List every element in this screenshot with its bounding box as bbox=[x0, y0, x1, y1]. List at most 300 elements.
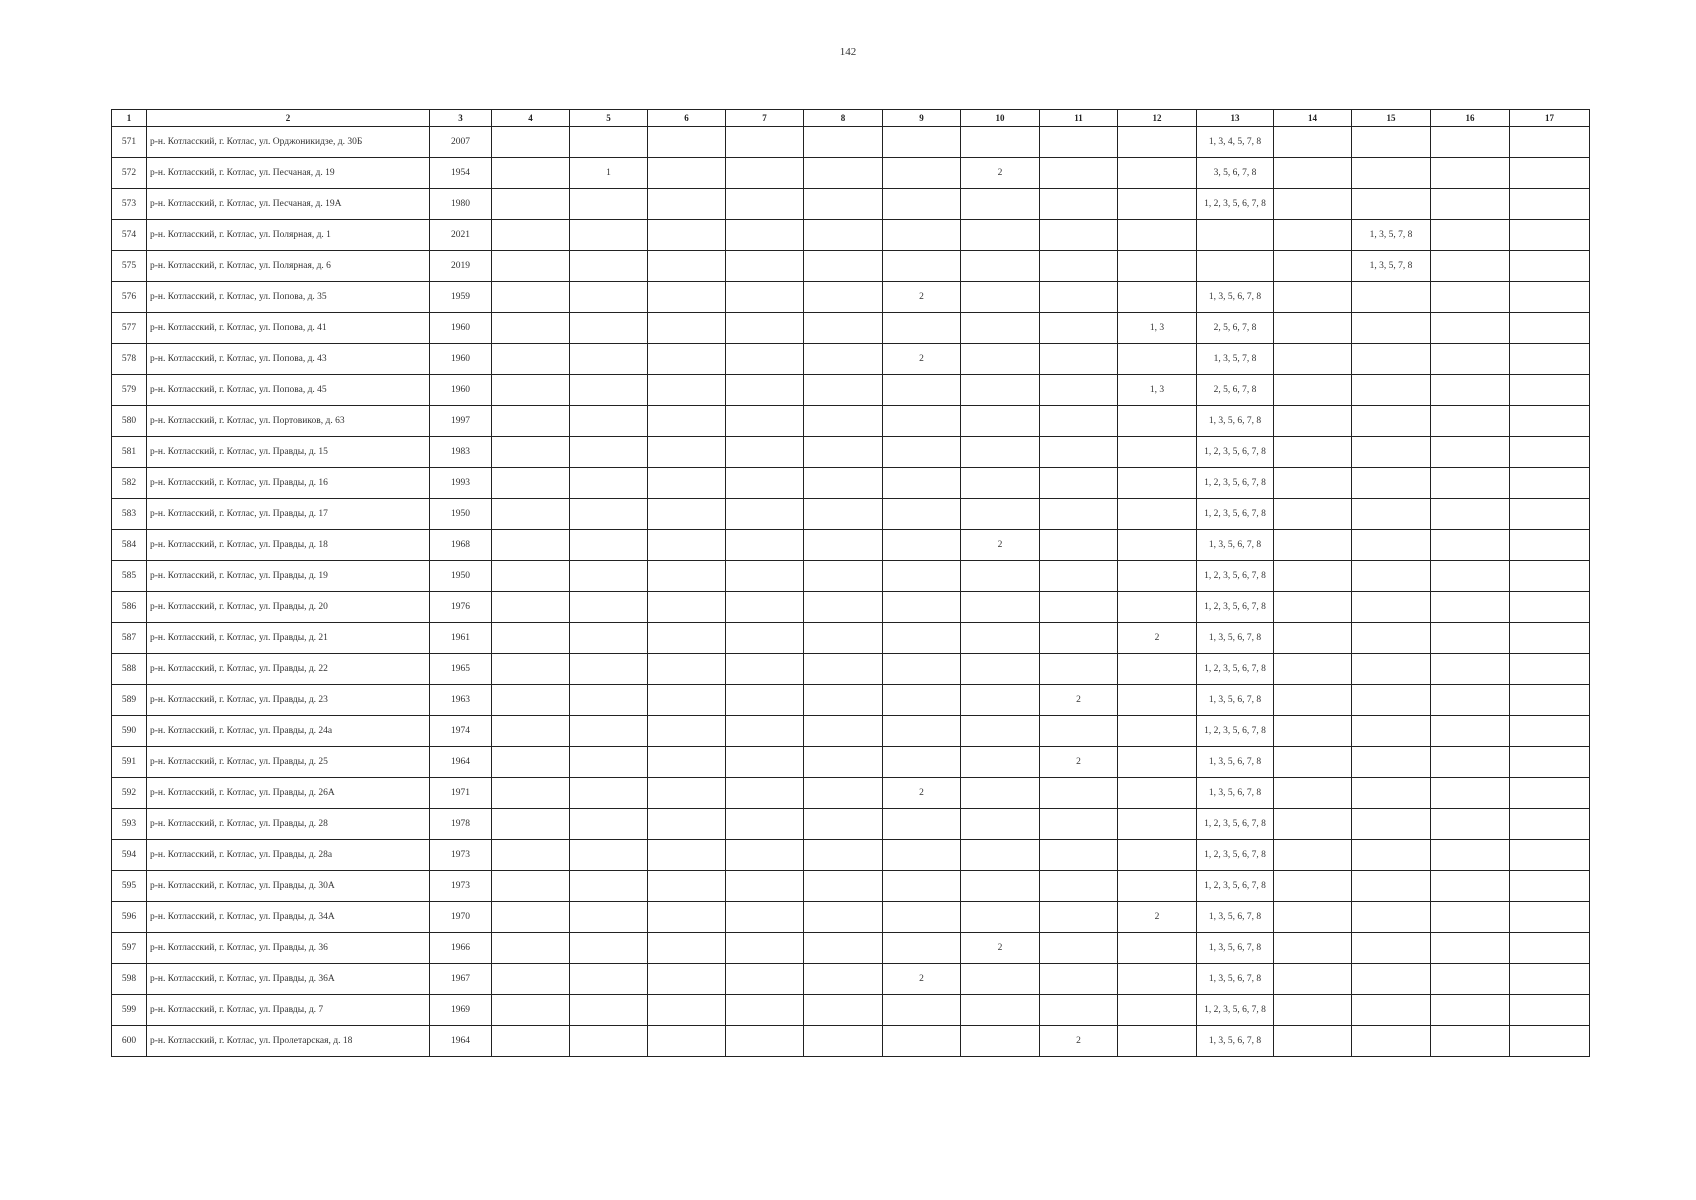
table-cell-col-1: 571 bbox=[112, 127, 147, 158]
table-cell-col-9 bbox=[883, 158, 961, 189]
table-cell-col-14 bbox=[1274, 995, 1352, 1026]
table-cell-col-5 bbox=[570, 1026, 648, 1057]
table-cell-col-16 bbox=[1431, 685, 1510, 716]
table-cell-col-1: 596 bbox=[112, 902, 147, 933]
table-cell-col-9 bbox=[883, 809, 961, 840]
table-cell-col-8 bbox=[804, 654, 883, 685]
column-header-2: 2 bbox=[147, 110, 430, 127]
table-cell-col-6 bbox=[648, 530, 726, 561]
table-cell-col-8 bbox=[804, 530, 883, 561]
table-cell-col-3: 2007 bbox=[430, 127, 492, 158]
table-cell-col-15 bbox=[1352, 964, 1431, 995]
table-cell-col-5 bbox=[570, 933, 648, 964]
table-cell-col-15 bbox=[1352, 282, 1431, 313]
table-cell-col-16 bbox=[1431, 282, 1510, 313]
table-cell-col-7 bbox=[726, 716, 804, 747]
table-cell-col-13: 1, 2, 3, 5, 6, 7, 8 bbox=[1197, 499, 1274, 530]
table-cell-col-2: р-н. Котласский, г. Котлас, ул. Орджоникидзе, д. 30Б bbox=[147, 127, 430, 158]
table-cell-col-3: 1960 bbox=[430, 375, 492, 406]
table-cell-col-7 bbox=[726, 592, 804, 623]
table-cell-col-14 bbox=[1274, 282, 1352, 313]
table-cell-col-2: р-н. Котласский, г. Котлас, ул. Правды, д. 24а bbox=[147, 716, 430, 747]
table-cell-col-9 bbox=[883, 468, 961, 499]
table-cell-col-12 bbox=[1118, 1026, 1197, 1057]
table-cell-col-7 bbox=[726, 902, 804, 933]
table-cell-col-10 bbox=[961, 437, 1040, 468]
table-cell-col-12 bbox=[1118, 995, 1197, 1026]
table-cell-col-15 bbox=[1352, 499, 1431, 530]
table-cell-col-4 bbox=[492, 964, 570, 995]
table-cell-col-5 bbox=[570, 251, 648, 282]
table-cell-col-4 bbox=[492, 344, 570, 375]
table-cell-col-17 bbox=[1510, 902, 1590, 933]
table-cell-col-5 bbox=[570, 964, 648, 995]
table-cell-col-8 bbox=[804, 933, 883, 964]
table-cell-col-6 bbox=[648, 809, 726, 840]
table-cell-col-5 bbox=[570, 871, 648, 902]
table-row bbox=[112, 1026, 1590, 1057]
table-cell-col-1: 573 bbox=[112, 189, 147, 220]
table-cell-col-8 bbox=[804, 468, 883, 499]
table-cell-col-11 bbox=[1040, 592, 1118, 623]
table-cell-col-4 bbox=[492, 313, 570, 344]
table-cell-col-3: 1961 bbox=[430, 623, 492, 654]
table-cell-col-15 bbox=[1352, 840, 1431, 871]
table-cell-col-11 bbox=[1040, 623, 1118, 654]
table-cell-col-11 bbox=[1040, 251, 1118, 282]
table-cell-col-11 bbox=[1040, 344, 1118, 375]
table-cell-col-17 bbox=[1510, 220, 1590, 251]
table-cell-col-7 bbox=[726, 499, 804, 530]
table-cell-col-8 bbox=[804, 995, 883, 1026]
table-cell-col-11 bbox=[1040, 561, 1118, 592]
table-cell-col-7 bbox=[726, 158, 804, 189]
table-cell-col-3: 1966 bbox=[430, 933, 492, 964]
table-cell-col-10 bbox=[961, 499, 1040, 530]
table-cell-col-7 bbox=[726, 468, 804, 499]
table-cell-col-9 bbox=[883, 623, 961, 654]
table-cell-col-15 bbox=[1352, 530, 1431, 561]
table-cell-col-4 bbox=[492, 220, 570, 251]
table-cell-col-8 bbox=[804, 313, 883, 344]
table-cell-col-11 bbox=[1040, 933, 1118, 964]
table-cell-col-4 bbox=[492, 902, 570, 933]
table-cell-col-12 bbox=[1118, 747, 1197, 778]
table-cell-col-14 bbox=[1274, 344, 1352, 375]
table-cell-col-3: 1950 bbox=[430, 561, 492, 592]
table-cell-col-7 bbox=[726, 840, 804, 871]
table-cell-col-15 bbox=[1352, 127, 1431, 158]
table-cell-col-8 bbox=[804, 902, 883, 933]
table-cell-col-1: 580 bbox=[112, 406, 147, 437]
table-cell-col-16 bbox=[1431, 406, 1510, 437]
table-cell-col-1: 578 bbox=[112, 344, 147, 375]
table-cell-col-6 bbox=[648, 158, 726, 189]
table-cell-col-6 bbox=[648, 344, 726, 375]
table-cell-col-2: р-н. Котласский, г. Котлас, ул. Полярная, д. 6 bbox=[147, 251, 430, 282]
table-cell-col-14 bbox=[1274, 313, 1352, 344]
table-cell-col-4 bbox=[492, 747, 570, 778]
table-body bbox=[112, 127, 1590, 1057]
table-cell-col-13: 1, 2, 3, 5, 6, 7, 8 bbox=[1197, 871, 1274, 902]
table-row bbox=[112, 158, 1590, 189]
table-row bbox=[112, 127, 1590, 158]
table-cell-col-9 bbox=[883, 716, 961, 747]
table-cell-col-4 bbox=[492, 716, 570, 747]
table-cell-col-12 bbox=[1118, 685, 1197, 716]
table-cell-col-8 bbox=[804, 1026, 883, 1057]
table-cell-col-17 bbox=[1510, 499, 1590, 530]
table-cell-col-9 bbox=[883, 127, 961, 158]
table-cell-col-3: 1964 bbox=[430, 1026, 492, 1057]
table-cell-col-2: р-н. Котласский, г. Котлас, ул. Правды, д. 34А bbox=[147, 902, 430, 933]
table-cell-col-2: р-н. Котласский, г. Котлас, ул. Правды, д. 18 bbox=[147, 530, 430, 561]
table-cell-col-10: 2 bbox=[961, 530, 1040, 561]
table-cell-col-8 bbox=[804, 592, 883, 623]
table-cell-col-3: 1950 bbox=[430, 499, 492, 530]
table-cell-col-17 bbox=[1510, 437, 1590, 468]
column-header-7: 7 bbox=[726, 110, 804, 127]
table-cell-col-16 bbox=[1431, 313, 1510, 344]
table-cell-col-2: р-н. Котласский, г. Котлас, ул. Портовиков, д. 63 bbox=[147, 406, 430, 437]
table-cell-col-6 bbox=[648, 282, 726, 313]
column-header-5: 5 bbox=[570, 110, 648, 127]
table-cell-col-16 bbox=[1431, 778, 1510, 809]
table-cell-col-17 bbox=[1510, 654, 1590, 685]
table-cell-col-4 bbox=[492, 251, 570, 282]
table-cell-col-17 bbox=[1510, 375, 1590, 406]
table-cell-col-8 bbox=[804, 716, 883, 747]
table-cell-col-14 bbox=[1274, 406, 1352, 437]
table-cell-col-15 bbox=[1352, 468, 1431, 499]
table-cell-col-6 bbox=[648, 406, 726, 437]
table-cell-col-7 bbox=[726, 282, 804, 313]
table-cell-col-9 bbox=[883, 902, 961, 933]
table-cell-col-1: 585 bbox=[112, 561, 147, 592]
table-cell-col-6 bbox=[648, 220, 726, 251]
table-header-row bbox=[112, 110, 1590, 127]
table-cell-col-17 bbox=[1510, 530, 1590, 561]
table-cell-col-6 bbox=[648, 685, 726, 716]
table-cell-col-14 bbox=[1274, 220, 1352, 251]
table-cell-col-5 bbox=[570, 840, 648, 871]
table-cell-col-2: р-н. Котласский, г. Котлас, ул. Попова, д. 43 bbox=[147, 344, 430, 375]
table-cell-col-10 bbox=[961, 654, 1040, 685]
column-header-12: 12 bbox=[1118, 110, 1197, 127]
table-cell-col-14 bbox=[1274, 964, 1352, 995]
table-cell-col-3: 1973 bbox=[430, 871, 492, 902]
table-cell-col-1: 577 bbox=[112, 313, 147, 344]
table-cell-col-13: 1, 2, 3, 5, 6, 7, 8 bbox=[1197, 809, 1274, 840]
table-cell-col-6 bbox=[648, 1026, 726, 1057]
table-cell-col-7 bbox=[726, 375, 804, 406]
table-cell-col-13: 2, 5, 6, 7, 8 bbox=[1197, 313, 1274, 344]
table-row bbox=[112, 344, 1590, 375]
table-row bbox=[112, 375, 1590, 406]
table-cell-col-10: 2 bbox=[961, 933, 1040, 964]
table-cell-col-15 bbox=[1352, 654, 1431, 685]
column-header-13: 13 bbox=[1197, 110, 1274, 127]
table-cell-col-11 bbox=[1040, 282, 1118, 313]
table-cell-col-8 bbox=[804, 251, 883, 282]
table-cell-col-16 bbox=[1431, 158, 1510, 189]
table-cell-col-5 bbox=[570, 406, 648, 437]
table-cell-col-17 bbox=[1510, 964, 1590, 995]
table-cell-col-9: 2 bbox=[883, 344, 961, 375]
table-cell-col-8 bbox=[804, 685, 883, 716]
table-cell-col-15 bbox=[1352, 747, 1431, 778]
table-cell-col-1: 589 bbox=[112, 685, 147, 716]
table-cell-col-2: р-н. Котласский, г. Котлас, ул. Правды, д. 7 bbox=[147, 995, 430, 1026]
table-cell-col-14 bbox=[1274, 778, 1352, 809]
table-cell-col-14 bbox=[1274, 716, 1352, 747]
table-cell-col-1: 595 bbox=[112, 871, 147, 902]
table-cell-col-17 bbox=[1510, 313, 1590, 344]
table-row bbox=[112, 406, 1590, 437]
table-cell-col-5 bbox=[570, 654, 648, 685]
table-cell-col-3: 1978 bbox=[430, 809, 492, 840]
table-cell-col-1: 592 bbox=[112, 778, 147, 809]
table-cell-col-17 bbox=[1510, 809, 1590, 840]
table-cell-col-14 bbox=[1274, 468, 1352, 499]
table-cell-col-10 bbox=[961, 964, 1040, 995]
table-cell-col-14 bbox=[1274, 1026, 1352, 1057]
table-cell-col-4 bbox=[492, 654, 570, 685]
table-cell-col-12 bbox=[1118, 220, 1197, 251]
table-row bbox=[112, 933, 1590, 964]
table-cell-col-5: 1 bbox=[570, 158, 648, 189]
table-cell-col-8 bbox=[804, 840, 883, 871]
table-cell-col-12 bbox=[1118, 809, 1197, 840]
table-cell-col-1: 598 bbox=[112, 964, 147, 995]
table-cell-col-3: 1959 bbox=[430, 282, 492, 313]
table-cell-col-14 bbox=[1274, 654, 1352, 685]
table-cell-col-2: р-н. Котласский, г. Котлас, ул. Попова, д. 35 bbox=[147, 282, 430, 313]
table-cell-col-13: 1, 3, 5, 6, 7, 8 bbox=[1197, 282, 1274, 313]
table-cell-col-11 bbox=[1040, 902, 1118, 933]
table-cell-col-12: 2 bbox=[1118, 902, 1197, 933]
table-row bbox=[112, 282, 1590, 313]
table-cell-col-12 bbox=[1118, 964, 1197, 995]
table-cell-col-10 bbox=[961, 747, 1040, 778]
table-cell-col-3: 1964 bbox=[430, 747, 492, 778]
table-cell-col-14 bbox=[1274, 840, 1352, 871]
table-cell-col-16 bbox=[1431, 530, 1510, 561]
table-cell-col-7 bbox=[726, 654, 804, 685]
table-cell-col-7 bbox=[726, 995, 804, 1026]
table-cell-col-17 bbox=[1510, 561, 1590, 592]
table-cell-col-10 bbox=[961, 592, 1040, 623]
table-cell-col-13: 1, 2, 3, 5, 6, 7, 8 bbox=[1197, 995, 1274, 1026]
table-cell-col-12 bbox=[1118, 158, 1197, 189]
table-cell-col-6 bbox=[648, 499, 726, 530]
table-row bbox=[112, 437, 1590, 468]
table-cell-col-8 bbox=[804, 747, 883, 778]
table-cell-col-7 bbox=[726, 964, 804, 995]
table-cell-col-10 bbox=[961, 623, 1040, 654]
table-cell-col-14 bbox=[1274, 623, 1352, 654]
table-cell-col-15 bbox=[1352, 375, 1431, 406]
table-cell-col-14 bbox=[1274, 530, 1352, 561]
table-cell-col-1: 587 bbox=[112, 623, 147, 654]
table-cell-col-5 bbox=[570, 778, 648, 809]
table-cell-col-11 bbox=[1040, 375, 1118, 406]
table-cell-col-3: 1974 bbox=[430, 716, 492, 747]
table-cell-col-8 bbox=[804, 406, 883, 437]
table-cell-col-17 bbox=[1510, 623, 1590, 654]
table-cell-col-16 bbox=[1431, 933, 1510, 964]
column-header-6: 6 bbox=[648, 110, 726, 127]
table-cell-col-7 bbox=[726, 437, 804, 468]
table-cell-col-9 bbox=[883, 530, 961, 561]
table-cell-col-6 bbox=[648, 251, 726, 282]
table-cell-col-4 bbox=[492, 871, 570, 902]
table-cell-col-15 bbox=[1352, 406, 1431, 437]
table-cell-col-15 bbox=[1352, 933, 1431, 964]
table-cell-col-14 bbox=[1274, 871, 1352, 902]
table-cell-col-2: р-н. Котласский, г. Котлас, ул. Правды, д. 28 bbox=[147, 809, 430, 840]
table-cell-col-16 bbox=[1431, 251, 1510, 282]
table-cell-col-5 bbox=[570, 220, 648, 251]
table-cell-col-2: р-н. Котласский, г. Котлас, ул. Правды, д. 16 bbox=[147, 468, 430, 499]
table-cell-col-7 bbox=[726, 1026, 804, 1057]
table-cell-col-15 bbox=[1352, 1026, 1431, 1057]
table-row bbox=[112, 902, 1590, 933]
table-cell-col-3: 1971 bbox=[430, 778, 492, 809]
table-cell-col-1: 591 bbox=[112, 747, 147, 778]
table-cell-col-12 bbox=[1118, 127, 1197, 158]
table-cell-col-3: 1983 bbox=[430, 437, 492, 468]
table-cell-col-14 bbox=[1274, 902, 1352, 933]
table-cell-col-8 bbox=[804, 282, 883, 313]
table-cell-col-3: 1963 bbox=[430, 685, 492, 716]
table-cell-col-2: р-н. Котласский, г. Котлас, ул. Песчаная, д. 19 bbox=[147, 158, 430, 189]
table-cell-col-11 bbox=[1040, 127, 1118, 158]
table-cell-col-7 bbox=[726, 747, 804, 778]
table-cell-col-8 bbox=[804, 964, 883, 995]
table-cell-col-10 bbox=[961, 375, 1040, 406]
table-row bbox=[112, 220, 1590, 251]
table-cell-col-14 bbox=[1274, 189, 1352, 220]
table-cell-col-12 bbox=[1118, 282, 1197, 313]
table-cell-col-5 bbox=[570, 127, 648, 158]
table-cell-col-1: 584 bbox=[112, 530, 147, 561]
table-cell-col-13 bbox=[1197, 251, 1274, 282]
table-cell-col-7 bbox=[726, 344, 804, 375]
column-header-17: 17 bbox=[1510, 110, 1590, 127]
table-cell-col-17 bbox=[1510, 344, 1590, 375]
table-cell-col-6 bbox=[648, 716, 726, 747]
table-cell-col-12 bbox=[1118, 561, 1197, 592]
table-cell-col-6 bbox=[648, 468, 726, 499]
table-cell-col-13: 1, 3, 5, 6, 7, 8 bbox=[1197, 530, 1274, 561]
table-cell-col-13: 1, 2, 3, 5, 6, 7, 8 bbox=[1197, 592, 1274, 623]
table-cell-col-6 bbox=[648, 964, 726, 995]
table-cell-col-14 bbox=[1274, 747, 1352, 778]
table-cell-col-10 bbox=[961, 809, 1040, 840]
table-cell-col-2: р-н. Котласский, г. Котлас, ул. Правды, д. 20 bbox=[147, 592, 430, 623]
table-cell-col-17 bbox=[1510, 716, 1590, 747]
table-cell-col-17 bbox=[1510, 406, 1590, 437]
table-row bbox=[112, 251, 1590, 282]
table-cell-col-3: 1973 bbox=[430, 840, 492, 871]
table-cell-col-5 bbox=[570, 685, 648, 716]
table-cell-col-3: 1970 bbox=[430, 902, 492, 933]
table-cell-col-13: 1, 3, 4, 5, 7, 8 bbox=[1197, 127, 1274, 158]
table-cell-col-11 bbox=[1040, 158, 1118, 189]
table-cell-col-2: р-н. Котласский, г. Котлас, ул. Правды, д. 15 bbox=[147, 437, 430, 468]
table-cell-col-12 bbox=[1118, 716, 1197, 747]
table-cell-col-17 bbox=[1510, 840, 1590, 871]
table-row bbox=[112, 313, 1590, 344]
table-cell-col-13: 1, 2, 3, 5, 6, 7, 8 bbox=[1197, 716, 1274, 747]
table-cell-col-10: 2 bbox=[961, 158, 1040, 189]
table-cell-col-16 bbox=[1431, 809, 1510, 840]
table-cell-col-8 bbox=[804, 158, 883, 189]
table-cell-col-16 bbox=[1431, 964, 1510, 995]
table-cell-col-2: р-н. Котласский, г. Котлас, ул. Попова, д. 45 bbox=[147, 375, 430, 406]
table-cell-col-13 bbox=[1197, 220, 1274, 251]
table-cell-col-8 bbox=[804, 437, 883, 468]
table-cell-col-3: 1993 bbox=[430, 468, 492, 499]
table-cell-col-1: 588 bbox=[112, 654, 147, 685]
table-cell-col-15 bbox=[1352, 313, 1431, 344]
table-cell-col-17 bbox=[1510, 251, 1590, 282]
table-cell-col-3: 1969 bbox=[430, 995, 492, 1026]
table-cell-col-5 bbox=[570, 282, 648, 313]
table-cell-col-17 bbox=[1510, 282, 1590, 313]
table-cell-col-1: 600 bbox=[112, 1026, 147, 1057]
table-cell-col-16 bbox=[1431, 437, 1510, 468]
table-cell-col-6 bbox=[648, 840, 726, 871]
table-cell-col-3: 1954 bbox=[430, 158, 492, 189]
table-cell-col-9 bbox=[883, 313, 961, 344]
table-cell-col-13: 1, 3, 5, 6, 7, 8 bbox=[1197, 623, 1274, 654]
table-cell-col-2: р-н. Котласский, г. Котлас, ул. Правды, д. 17 bbox=[147, 499, 430, 530]
table-cell-col-10 bbox=[961, 251, 1040, 282]
table-cell-col-10 bbox=[961, 406, 1040, 437]
table-cell-col-7 bbox=[726, 561, 804, 592]
table-cell-col-14 bbox=[1274, 499, 1352, 530]
table-cell-col-6 bbox=[648, 623, 726, 654]
table-cell-col-10 bbox=[961, 561, 1040, 592]
table-cell-col-16 bbox=[1431, 623, 1510, 654]
table-cell-col-2: р-н. Котласский, г. Котлас, ул. Правды, д. 28а bbox=[147, 840, 430, 871]
table-cell-col-2: р-н. Котласский, г. Котлас, ул. Правды, д. 36А bbox=[147, 964, 430, 995]
table-cell-col-14 bbox=[1274, 375, 1352, 406]
table-cell-col-6 bbox=[648, 127, 726, 158]
table-cell-col-2: р-н. Котласский, г. Котлас, ул. Правды, д. 21 bbox=[147, 623, 430, 654]
table-cell-col-5 bbox=[570, 561, 648, 592]
table-row bbox=[112, 468, 1590, 499]
table-cell-col-6 bbox=[648, 902, 726, 933]
table-cell-col-9 bbox=[883, 747, 961, 778]
table-cell-col-4 bbox=[492, 685, 570, 716]
table-cell-col-5 bbox=[570, 375, 648, 406]
table-cell-col-9 bbox=[883, 189, 961, 220]
table-cell-col-9 bbox=[883, 499, 961, 530]
table-cell-col-13: 1, 3, 5, 6, 7, 8 bbox=[1197, 902, 1274, 933]
table-cell-col-1: 599 bbox=[112, 995, 147, 1026]
table-cell-col-10 bbox=[961, 468, 1040, 499]
table-cell-col-13: 1, 3, 5, 6, 7, 8 bbox=[1197, 685, 1274, 716]
table-cell-col-5 bbox=[570, 809, 648, 840]
table-cell-col-14 bbox=[1274, 437, 1352, 468]
table-cell-col-6 bbox=[648, 561, 726, 592]
table-cell-col-5 bbox=[570, 995, 648, 1026]
table-cell-col-15 bbox=[1352, 778, 1431, 809]
table-cell-col-12 bbox=[1118, 840, 1197, 871]
